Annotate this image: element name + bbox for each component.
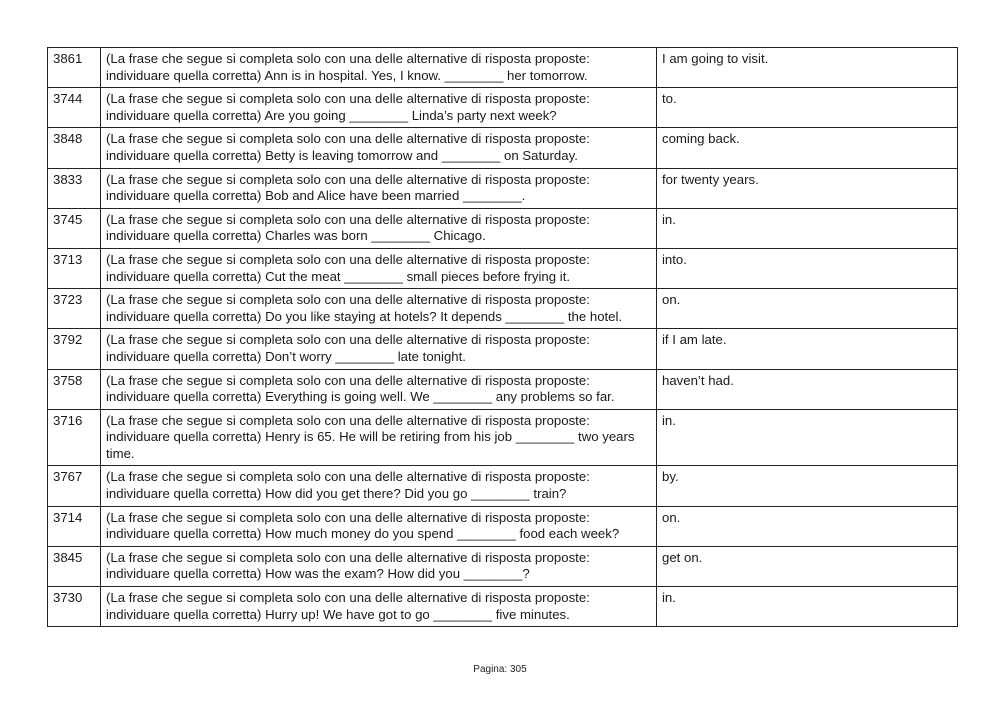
question-id: 3767 xyxy=(48,466,101,506)
table-row xyxy=(48,329,958,369)
answer-text: on. xyxy=(657,506,958,546)
answer-text: by. xyxy=(657,466,958,506)
question-text: (La frase che segue si completa solo con una delle alternative di risposta proposte: individuare quella corretta) Ann is in hospital. Yes, I know. ________ her tomorrow. xyxy=(101,48,657,88)
answer-text: to. xyxy=(657,88,958,128)
answer-text: in. xyxy=(657,587,958,627)
question-text: (La frase che segue si completa solo con una delle alternative di risposta proposte: individuare quella corretta) How did you get there? Did you go ________ train? xyxy=(101,466,657,506)
table-row xyxy=(48,409,958,466)
question-id: 3744 xyxy=(48,88,101,128)
table-row xyxy=(48,587,958,627)
question-id: 3792 xyxy=(48,329,101,369)
answer-text: if I am late. xyxy=(657,329,958,369)
table-row xyxy=(48,546,958,586)
answer-text: into. xyxy=(657,248,958,288)
table-row xyxy=(48,48,958,88)
question-id: 3848 xyxy=(48,128,101,168)
question-text: (La frase che segue si completa solo con una delle alternative di risposta proposte: individuare quella corretta) Are you going ________ Linda’s party next week? xyxy=(101,88,657,128)
question-id: 3714 xyxy=(48,506,101,546)
question-text: (La frase che segue si completa solo con una delle alternative di risposta proposte: individuare quella corretta) Charles was born ________ Chicago. xyxy=(101,208,657,248)
question-text: (La frase che segue si completa solo con una delle alternative di risposta proposte: individuare quella corretta) Everything is going well. We ________ any problems so far. xyxy=(101,369,657,409)
answer-text: I am going to visit. xyxy=(657,48,958,88)
table-row xyxy=(48,88,958,128)
table-row xyxy=(48,168,958,208)
question-text: (La frase che segue si completa solo con una delle alternative di risposta proposte: individuare quella corretta) Bob and Alice have been married ________. xyxy=(101,168,657,208)
table-row xyxy=(48,208,958,248)
answer-text: coming back. xyxy=(657,128,958,168)
table-row xyxy=(48,369,958,409)
question-text: (La frase che segue si completa solo con una delle alternative di risposta proposte: individuare quella corretta) Betty is leaving tomorrow and ________ on Saturday. xyxy=(101,128,657,168)
question-id: 3745 xyxy=(48,208,101,248)
question-id: 3861 xyxy=(48,48,101,88)
question-id: 3758 xyxy=(48,369,101,409)
question-text: (La frase che segue si completa solo con una delle alternative di risposta proposte: individuare quella corretta) Don’t worry ________ late tonight. xyxy=(101,329,657,369)
question-text: (La frase che segue si completa solo con una delle alternative di risposta proposte: individuare quella corretta) Henry is 65. He will be retiring from his job ________ two years time. xyxy=(101,409,657,466)
question-id: 3716 xyxy=(48,409,101,466)
question-id: 3833 xyxy=(48,168,101,208)
question-text: (La frase che segue si completa solo con una delle alternative di risposta proposte: individuare quella corretta) Cut the meat ________ small pieces before frying it. xyxy=(101,248,657,288)
table-row xyxy=(48,289,958,329)
answer-text: on. xyxy=(657,289,958,329)
question-text: (La frase che segue si completa solo con una delle alternative di risposta proposte: individuare quella corretta) Do you like staying at hotels? It depends ________ the hotel. xyxy=(101,289,657,329)
table-row xyxy=(48,248,958,288)
question-id: 3730 xyxy=(48,587,101,627)
question-table xyxy=(47,47,958,627)
table-row xyxy=(48,128,958,168)
answer-text: get on. xyxy=(657,546,958,586)
answer-text: haven’t had. xyxy=(657,369,958,409)
question-table-body xyxy=(48,48,958,627)
question-id: 3723 xyxy=(48,289,101,329)
question-text: (La frase che segue si completa solo con una delle alternative di risposta proposte: individuare quella corretta) How was the exam? How did you ________? xyxy=(101,546,657,586)
question-id: 3713 xyxy=(48,248,101,288)
page-number: Pagina: 305 xyxy=(473,664,527,675)
answer-text: for twenty years. xyxy=(657,168,958,208)
answer-text: in. xyxy=(657,409,958,466)
question-id: 3845 xyxy=(48,546,101,586)
question-text: (La frase che segue si completa solo con una delle alternative di risposta proposte: individuare quella corretta) Hurry up! We have got to go ________ five minutes. xyxy=(101,587,657,627)
table-row xyxy=(48,506,958,546)
question-text: (La frase che segue si completa solo con una delle alternative di risposta proposte: individuare quella corretta) How much money do you spend ________ food each week? xyxy=(101,506,657,546)
table-row xyxy=(48,466,958,506)
answer-text: in. xyxy=(657,208,958,248)
